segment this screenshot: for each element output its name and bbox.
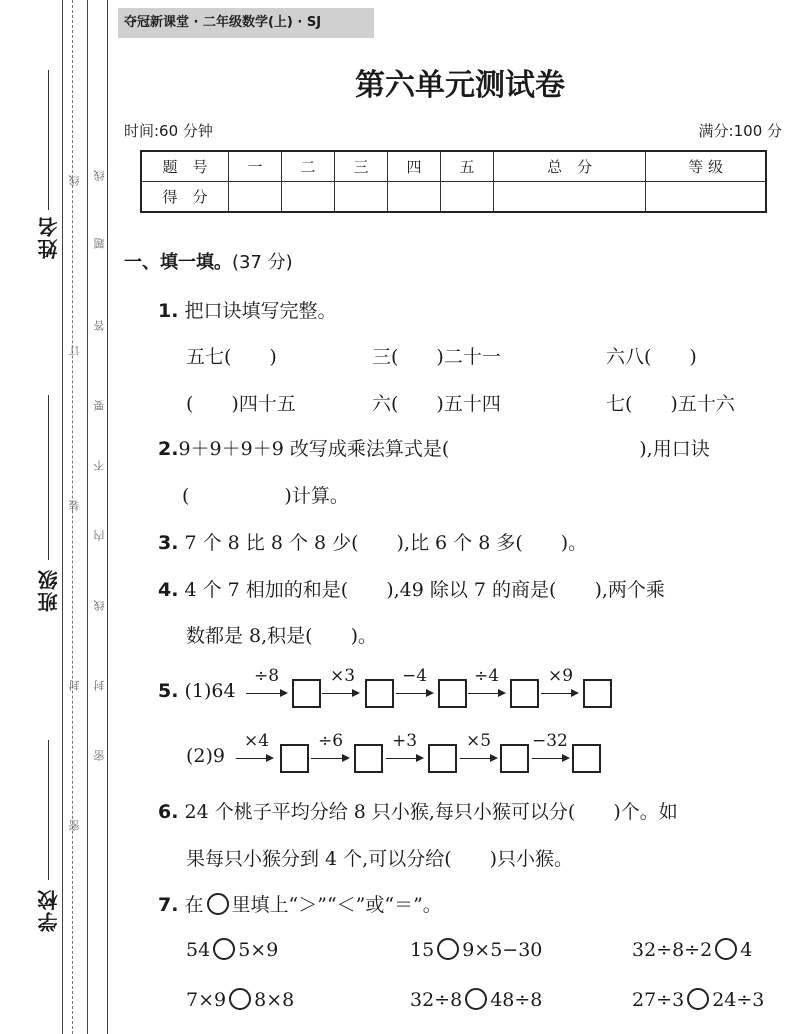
q1-item: 七( )五十六 [606,393,735,415]
table-cell: 三 [335,151,388,182]
chain-op: ×9 [548,666,574,686]
question-3 [158,528,587,555]
arrow [246,693,286,694]
compare-left: 32÷8÷2 [632,939,713,961]
arrow [396,693,432,694]
arrow [460,758,496,759]
chain-op: −32 [532,731,568,751]
chain-op: ÷8 [254,666,280,686]
seal-char: 答 [93,320,106,331]
binding-line-dashed [72,0,73,1034]
arrow [541,693,577,694]
question-number: 5. [158,680,179,702]
question-2 [158,434,710,461]
score-table [140,150,767,213]
question-text-b: 里填上“＞”“＜”或“＝”。 [231,894,442,916]
chain-start: (1)64 [184,680,236,702]
answer-box[interactable] [428,744,457,773]
question-text: 9＋9＋9＋9 改写成乘法算式是( ),用口诀 [178,438,710,460]
compare-item [186,938,278,961]
arrow [236,758,272,759]
question-number: 3. [158,532,179,554]
question-1 [158,296,337,323]
compare-circle[interactable] [229,988,251,1010]
q1-item: 六八( ) [606,346,697,368]
table-cell: 题 号 [141,151,229,182]
question-text: 4 个 7 相加的和是( ),49 除以 7 的商是( ),两个乘 [184,579,665,601]
seal-char-inner: 订 [68,345,81,356]
question-5 [158,680,236,702]
compare-left: 54 [186,939,211,961]
question-2-line2: ( )计算。 [182,485,349,507]
table-cell: 得 分 [141,182,229,213]
compare-left: 15 [410,939,435,961]
compare-item [632,988,764,1011]
question-number: 6. [158,801,179,823]
answer-box[interactable] [354,744,383,773]
table-cell: 五 [441,151,494,182]
table-cell: 等 级 [646,151,766,182]
compare-right: 8×8 [254,989,295,1011]
score-input-cell[interactable] [335,182,388,213]
score-input-cell[interactable] [646,182,766,213]
compare-right: 9×5−30 [462,939,543,961]
seal-char: 密 [93,750,106,761]
binding-line-outer [62,0,63,1034]
q1-item: 三( )二十一 [372,346,501,368]
chain-op: ×3 [330,666,356,686]
arrow [468,693,504,694]
series-tag: 夺冠新课堂 · 二年级数学(上) · SJ [118,8,374,38]
question-text: 24 个桃子平均分给 8 只小猴,每只小猴可以分( )个。如 [184,801,678,823]
class-underline [48,395,49,560]
arrow [532,758,568,759]
compare-right: 4 [740,939,753,961]
side-label-school: 学校 [37,888,61,932]
chain-op: ÷6 [318,731,344,751]
table-cell: 一 [229,151,282,182]
side-label-name: 姓名 [37,215,61,259]
question-number: 2. [158,438,179,460]
seal-char: 内 [93,530,106,541]
compare-left: 7×9 [186,989,227,1011]
question-number: 7. [158,894,179,916]
table-cell: 二 [282,151,335,182]
seal-char: 封 [93,680,106,691]
page-title: 第六单元测试卷 [355,68,565,103]
table-cell: 总 分 [494,151,646,182]
time-limit: 时间:60 分钟 [124,122,213,140]
question-6-line2: 果每只小猴分到 4 个,可以分给( )只小猴。 [186,848,574,870]
chain-op: ×5 [466,731,492,751]
answer-box[interactable] [583,679,612,708]
question-7 [158,890,442,917]
question-number: 1. [158,300,179,322]
answer-box[interactable] [438,679,467,708]
question-4 [158,575,665,602]
arrow [311,758,348,759]
seal-char-inner: 线 [68,175,81,186]
binding-line-inner [87,0,88,1034]
binding-line-border [107,0,108,1034]
seal-char-inner: 封 [68,680,81,691]
answer-box[interactable] [572,744,601,773]
section-title: 一、填一填。 [124,252,232,273]
q1-item: 五七( ) [186,346,277,368]
compare-item [632,938,752,961]
seal-char: 要 [93,400,106,411]
compare-circle-icon [207,893,229,915]
question-4-line2: 数都是 8,积是( )。 [186,625,377,647]
chain-start: (2)9 [186,745,226,767]
compare-right: 24÷3 [712,989,765,1011]
seal-char: 不 [93,460,106,471]
arrow [322,693,358,694]
compare-circle[interactable] [715,938,737,960]
compare-circle[interactable] [213,938,235,960]
answer-box[interactable] [510,679,539,708]
score-input-cell[interactable] [441,182,494,213]
compare-item [410,938,542,961]
compare-right: 48÷8 [490,989,543,1011]
answer-box[interactable] [292,679,321,708]
compare-left: 32÷8 [410,989,463,1011]
table-row [141,151,766,182]
section-points: (37 分) [232,252,293,273]
compare-right: 5×9 [238,939,279,961]
score-input-cell[interactable] [494,182,646,213]
arrow [386,758,422,759]
q1-item: 六( )五十四 [372,393,501,415]
chain-op: ÷4 [474,666,500,686]
compare-left: 27÷3 [632,989,685,1011]
question-6 [158,797,678,824]
seal-char: 线 [93,600,106,611]
chain-op: ×4 [244,731,270,751]
answer-box[interactable] [365,679,394,708]
compare-circle[interactable] [465,988,487,1010]
q1-item: ( )四十五 [186,393,296,415]
side-label-class: 班级 [37,568,61,612]
answer-box[interactable] [280,744,309,773]
seal-char: 线 [93,170,106,181]
score-input-cell[interactable] [388,182,441,213]
table-cell: 四 [388,151,441,182]
answer-box[interactable] [500,744,529,773]
compare-circle[interactable] [437,938,459,960]
question-text: 7 个 8 比 8 个 8 少( ),比 6 个 8 多( )。 [184,532,588,554]
score-input-cell[interactable] [229,182,282,213]
seal-char: 题 [93,238,106,249]
seal-char-inner: 密 [68,820,81,831]
score-input-cell[interactable] [282,182,335,213]
full-score: 满分:100 分 [698,122,782,140]
question-text-a: 在 [184,894,204,916]
compare-item [186,988,294,1011]
question-text: 把口诀填写完整。 [184,300,337,322]
chain-op: +3 [392,731,418,751]
compare-item [410,988,542,1011]
table-row [141,182,766,213]
seal-char-inner: 装 [68,500,81,511]
school-underline [48,740,49,880]
chain-op: −4 [402,666,428,686]
section-heading [124,248,293,274]
question-number: 4. [158,579,179,601]
compare-circle[interactable] [687,988,709,1010]
